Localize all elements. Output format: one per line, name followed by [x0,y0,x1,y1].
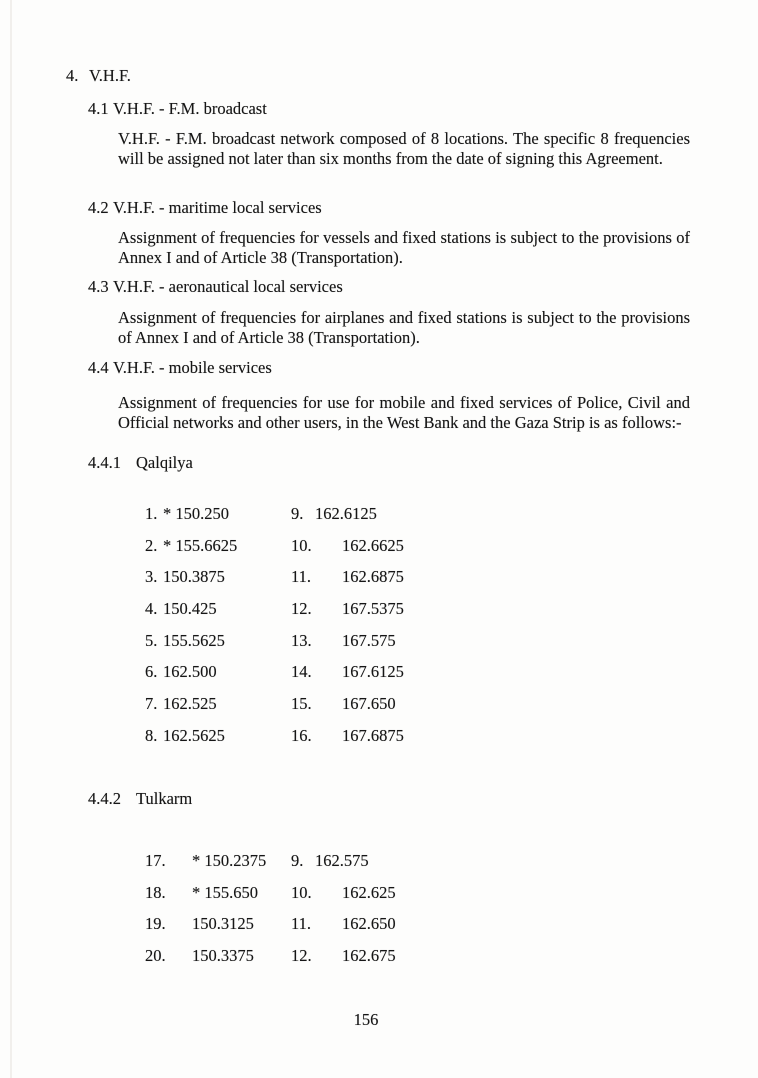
freq-index: 9. [291,851,304,870]
section-heading [66,66,131,86]
page-number: 156 [353,1010,379,1029]
freq-index: 16. [291,725,312,745]
frequency-row [145,631,404,663]
freq-index: 11. [291,567,312,587]
frequency-row [145,726,404,758]
frequency-row [145,914,396,946]
freq-index: 20. [145,946,166,966]
subsection-title: V.H.F. - mobile services [113,358,272,377]
frequency-row [145,851,396,883]
location-number: 4.4.1 [88,453,121,472]
freq-value: 167.6875 [342,725,404,745]
subsection-title: V.H.F. - F.M. broadcast [113,99,267,118]
freq-index: 5. [145,630,158,650]
frequency-row [145,599,404,631]
freq-value: * 150.250 [163,504,229,523]
freq-value: 162.500 [163,662,217,682]
freq-index: 2. [145,535,158,555]
freq-value: 162.575 [315,851,369,870]
freq-index: 13. [291,630,312,650]
section-number: 4. [66,66,79,85]
section-title: V.H.F. [89,66,131,85]
freq-value: 162.6125 [315,504,377,523]
freq-value: 162.675 [342,946,396,966]
frequency-row [145,694,404,726]
location-heading-qalqilya [88,453,193,473]
freq-index: 7. [145,694,158,714]
freq-index: 4. [145,599,158,619]
freq-value: * 150.2375 [192,851,267,870]
freq-value: 162.625 [342,882,396,902]
subsection-body-4-1: V.H.F. - F.M. broadcast network composed of 8 locations. The specific 8 frequencies will be assigned not later than six months from the date of signing this Agreement. [118,129,690,168]
subsection-heading-4-2 [88,198,322,218]
freq-index: 12. [291,946,312,966]
frequency-list-tulkarm [145,851,396,978]
location-heading-tulkarm [88,789,192,809]
freq-index: 9. [291,504,304,523]
subsection-body-4-2: Assignment of frequencies for vessels and fixed stations is subject to the provisions of Annex I and of Article 38 (Transportation). [118,228,690,267]
freq-value: 150.3125 [192,914,254,934]
frequency-row [145,883,396,915]
freq-index: 15. [291,694,312,714]
subsection-number: 4.4 [88,358,109,377]
freq-value: 167.5375 [342,599,404,619]
freq-value: 155.5625 [163,630,225,650]
freq-value: 162.525 [163,694,217,714]
freq-index: 1. [145,504,158,523]
freq-value: 150.425 [163,599,217,619]
freq-index: 19. [145,914,166,934]
freq-value: 162.650 [342,914,396,934]
freq-value: 167.575 [342,630,396,650]
freq-index: 17. [145,851,166,870]
freq-index: 11. [291,914,312,934]
frequency-row [145,536,404,568]
subsection-heading-4-3 [88,277,343,297]
frequency-row [145,946,396,978]
freq-index: 8. [145,725,158,745]
subsection-title: V.H.F. - maritime local services [113,198,322,217]
frequency-row [145,662,404,694]
location-name: Qalqilya [136,453,193,472]
freq-index: 14. [291,662,312,682]
freq-value: 162.6875 [342,567,404,587]
location-number: 4.4.2 [88,789,121,808]
freq-index: 12. [291,599,312,619]
freq-value: 167.650 [342,694,396,714]
freq-value: 150.3875 [163,567,225,587]
scan-edge-artifact [10,0,12,1078]
subsection-title: V.H.F. - aeronautical local services [113,277,343,296]
subsection-heading-4-4 [88,358,272,378]
freq-value: * 155.650 [192,882,258,902]
freq-index: 18. [145,882,166,902]
freq-value: * 155.6625 [163,535,238,555]
subsection-number: 4.1 [88,99,109,118]
freq-value: 167.6125 [342,662,404,682]
subsection-number: 4.2 [88,198,109,217]
subsection-number: 4.3 [88,277,109,296]
frequency-row [145,567,404,599]
location-name: Tulkarm [136,789,193,808]
subsection-heading-4-1 [88,99,267,119]
freq-index: 3. [145,567,158,587]
frequency-row [145,504,404,536]
subsection-body-4-3: Assignment of frequencies for airplanes and fixed stations is subject to the provisions of Annex I and of Article 38 (Transportation). [118,308,690,347]
freq-index: 6. [145,662,158,682]
freq-value: 162.5625 [163,725,225,745]
freq-value: 150.3375 [192,946,254,966]
freq-index: 10. [291,535,312,555]
freq-index: 10. [291,882,312,902]
freq-value: 162.6625 [342,535,404,555]
frequency-list-qalqilya [145,504,404,758]
subsection-body-4-4: Assignment of frequencies for use for mobile and fixed services of Police, Civil and Official networks and other users, in the West Bank and the Gaza Strip is as follows:- [118,393,690,432]
